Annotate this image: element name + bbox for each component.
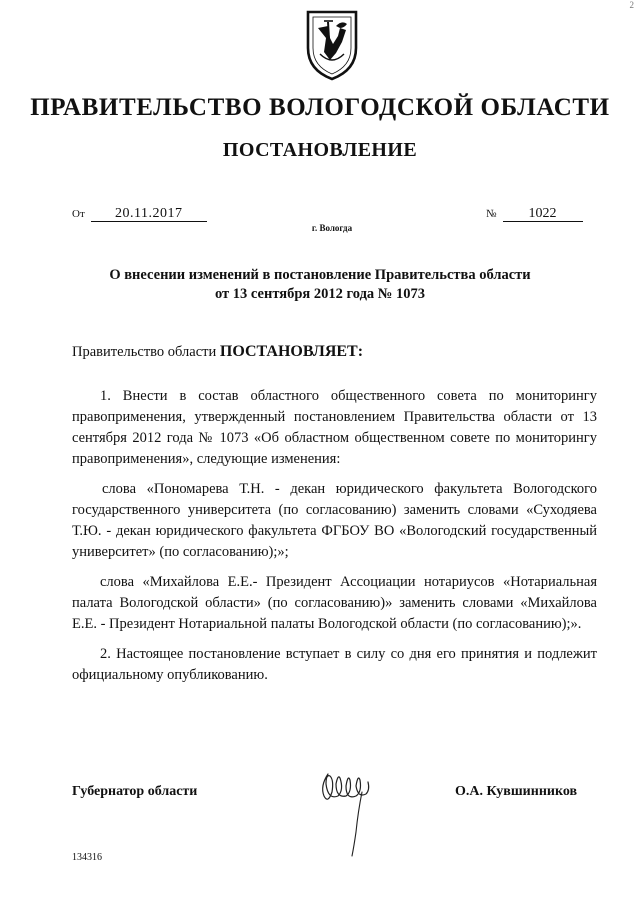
page-mark: 2	[629, 0, 634, 10]
preamble	[72, 343, 363, 361]
signature-icon	[318, 762, 378, 858]
subject-line-2: от 13 сентября 2012 года № 1073	[215, 286, 425, 302]
date-field	[72, 206, 207, 222]
subject-line-1: О внесении изменений в постановление Правительства области	[109, 267, 531, 283]
document-subject	[80, 266, 560, 304]
number-field	[486, 206, 583, 222]
vologda-coat-of-arms-icon	[300, 8, 364, 82]
date-value: 20.11.2017	[91, 207, 207, 222]
number-value: 1022	[503, 207, 583, 222]
document-code: 134316	[72, 852, 102, 863]
document-body	[72, 386, 597, 695]
signer-name: О.А. Кувшинников	[455, 784, 578, 799]
paragraph-3: слова «Михайлова Е.Е.- Президент Ассоциации нотариусов «Нотариальная палата Вологодской области» (по согласованию)» заменить словами «Михайлова Е.Е. - Президент Нотариальной палаты Вологодской области (по согласованию);».	[72, 574, 597, 632]
organization-title: ПРАВИТЕЛЬСТВО ВОЛОГОДСКОЙ ОБЛАСТИ	[30, 94, 610, 121]
paragraph-2: слова «Пономарева Т.Н. - декан юридического факультета Вологодского государственного университета (по согласованию) заменить словами «Суходяева Т.Ю. - декан юридического факультета ФГБОУ ВО «Вологодский государственный университет» (по согласованию);»;	[72, 481, 597, 560]
signer-title: Губернатор области	[72, 784, 198, 799]
document-type: ПОСТАНОВЛЕНИЕ	[222, 139, 418, 161]
preamble-text: Правительство области	[72, 344, 220, 360]
paragraph-4: 2. Настоящее постановление вступает в силу со дня его принятия и подлежит официальному опубликованию.	[72, 646, 597, 683]
date-prefix: От	[72, 208, 85, 220]
city-label: г. Вологда	[311, 223, 353, 233]
paragraph-1: 1. Внести в состав областного общественного совета по мониторингу правоприменения, утвержденный постановлением Правительства области от 13 сентября 2012 года № 1073 «Об областном общественном совете по мониторингу правоприменения», следующие изменения:	[72, 388, 597, 467]
preamble-emphasis: ПОСТАНОВЛЯЕТ:	[219, 343, 364, 360]
number-prefix: №	[486, 208, 497, 220]
